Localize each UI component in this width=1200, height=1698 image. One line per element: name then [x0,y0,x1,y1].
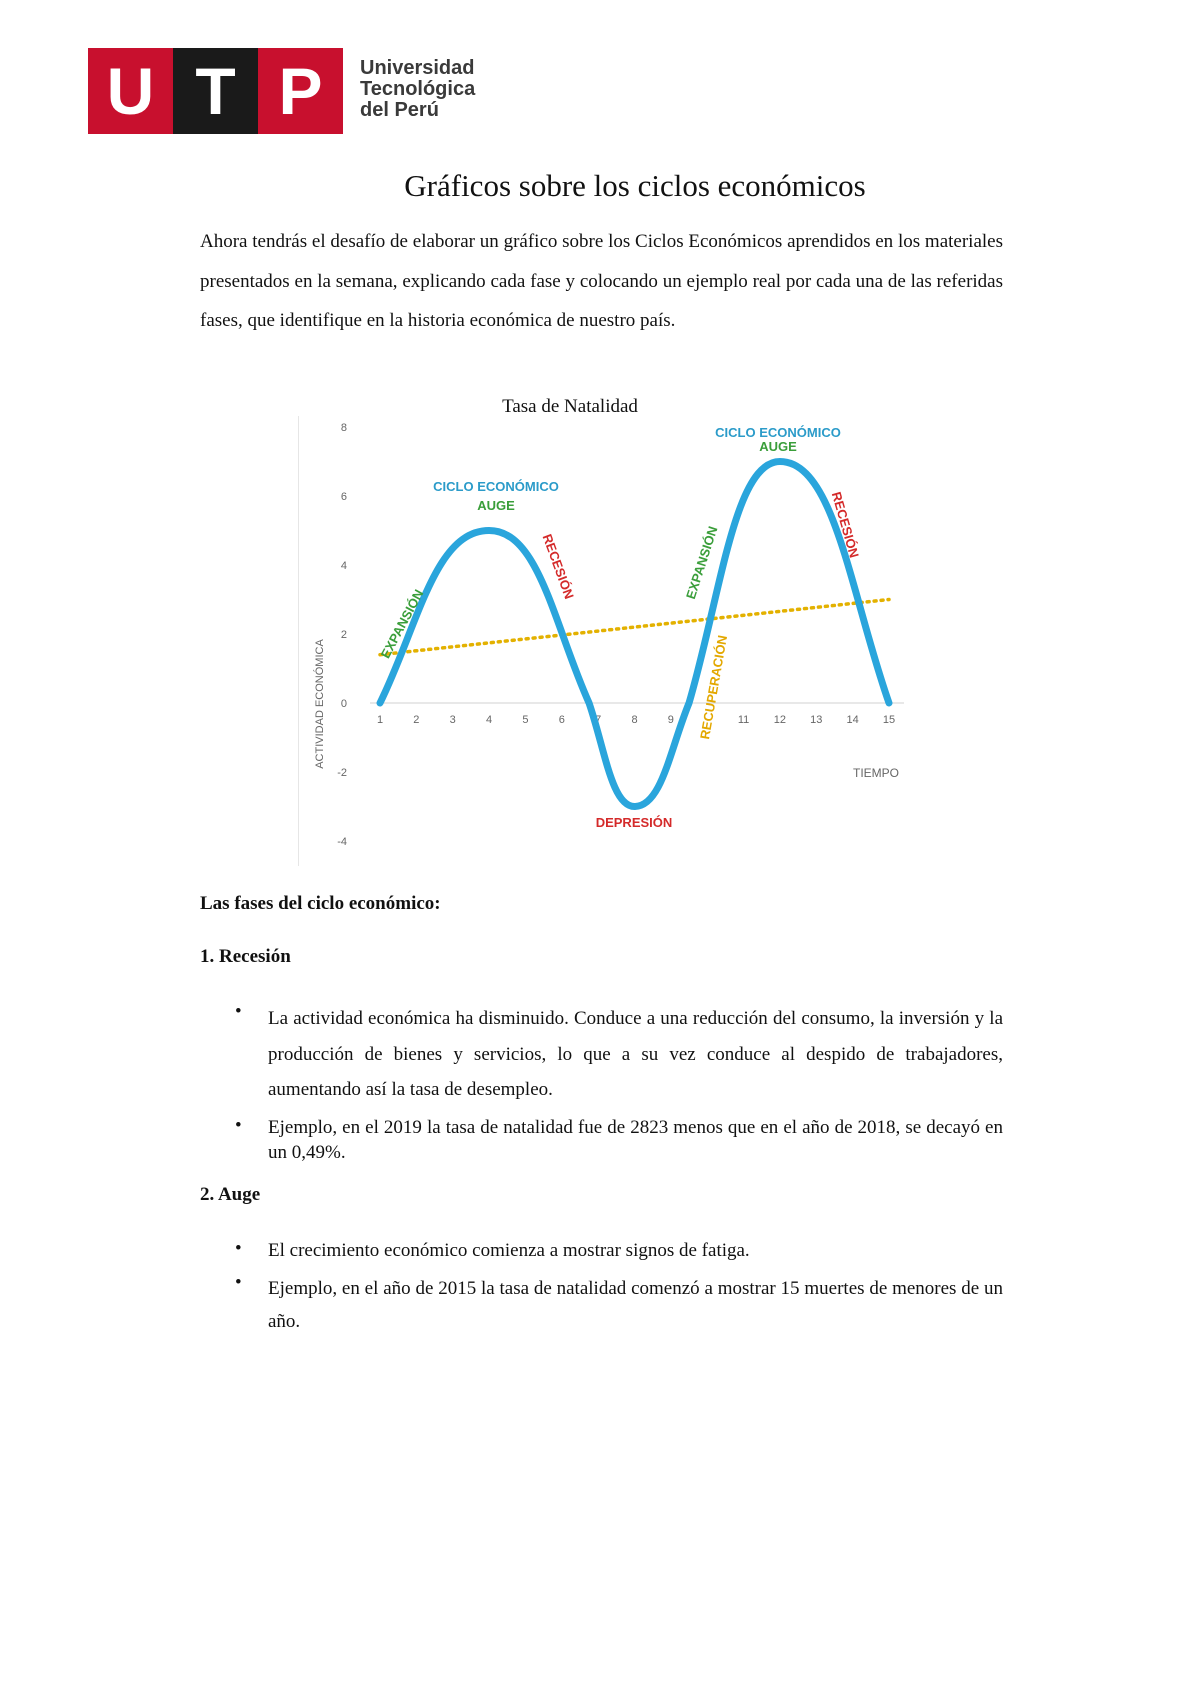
bullet-marker: • [235,1115,242,1136]
x-axis-label: TIEMPO [852,766,900,780]
x-tick-label: 14 [846,714,859,726]
annotation-expansion-2: EXPANSIÓN [682,524,721,601]
bullet-marker: • [235,1001,242,1022]
page-title: Gráficos sobre los ciclos económicos [404,168,866,203]
logo-university-name [360,58,475,121]
y-tick-label: 2 [340,629,347,641]
annotation-depresion: DEPRESIÓN [595,815,673,830]
logo-name-line: Universidad [360,57,475,79]
bullet-marker: • [235,1238,242,1259]
x-tick-label: 2 [413,714,420,726]
chart-svg [298,416,922,866]
x-tick-label: 3 [449,714,456,726]
annotation-ciclo-2: CICLO ECONÓMICO [715,425,841,440]
x-tick-label: 9 [667,714,674,726]
annotation-expansion-1: EXPANSIÓN [377,586,427,661]
economic-cycle-chart [298,416,922,866]
utp-logo [88,48,478,136]
phase-auge-title: 2. Auge [200,1184,261,1205]
annotation-recesion-1: RECESIÓN [539,531,577,601]
y-tick-label: 0 [340,698,347,710]
y-tick-label: 8 [340,422,347,434]
annotation-auge-2: AUGE [759,439,797,454]
x-tick-label: 7 [595,714,602,726]
logo-letter-p: P [258,48,343,134]
auge-bullet-1: El crecimiento económico comienza a mostrar signos de fatiga. [268,1240,750,1261]
recesion-bullet-1: La actividad económica ha disminuido. Conduce a una reducción del consumo, la inversión y la producción de bienes y servicios, lo que a su vez conduce al despido de trabajadores, aumentando así la tasa de desempleo. [268,1008,1003,1100]
cycle-line [377,462,889,807]
annotation-auge-1: AUGE [477,498,515,513]
chart-title: Tasa de Natalidad [502,396,638,417]
x-tick-label: 12 [773,714,787,726]
phase-recesion-title: 1. Recesión [200,946,291,967]
y-tick-label: 6 [340,491,347,503]
annotation-recesion-2: RECESIÓN [828,490,862,560]
y-tick-label: -4 [337,836,347,848]
intro-paragraph: Ahora tendrás el desafío de elaborar un gráfico sobre los Ciclos Económicos aprendidos en los materiales presentados en la semana, explicando cada fase y colocando un ejemplo real por cada una de las referidas fases, que identifique en la historia económica de nuestro país. [200,231,1003,331]
x-tick-label: 11 [737,714,750,726]
recesion-bullet-2: Ejemplo, en el 2019 la tasa de natalidad fue de 2823 menos que en el año de 2018, se decayó en un 0,49%. [268,1117,1003,1163]
phases-heading: Las fases del ciclo económico: [200,893,441,914]
y-tick-label: -2 [337,767,347,779]
x-tick-label: 4 [486,714,493,726]
logo-name-line: del Perú [360,99,439,121]
x-tick-label: 15 [882,714,896,726]
logo-letter-u: U [88,48,173,134]
trend-line [380,600,889,655]
auge-bullet-2: Ejemplo, en el año de 2015 la tasa de natalidad comenzó a mostrar 15 muertes de menores de un año. [268,1278,1003,1332]
x-tick-label: 5 [522,714,529,726]
bullet-marker: • [235,1272,242,1293]
annotation-ciclo-1: CICLO ECONÓMICO [433,479,559,494]
logo-letter-t: T [173,48,258,134]
x-tick-label: 8 [631,714,638,726]
x-tick-label: 1 [376,714,384,726]
y-tick-label: 4 [340,560,347,572]
x-tick-label: 6 [558,714,565,726]
annotation-recuperacion: RECUPERACIÓN [697,633,731,741]
x-tick-label: 13 [810,714,823,726]
logo-name-line: Tecnológica [360,78,476,100]
y-axis-label: ACTIVIDAD ECONÓMICA [314,639,326,769]
